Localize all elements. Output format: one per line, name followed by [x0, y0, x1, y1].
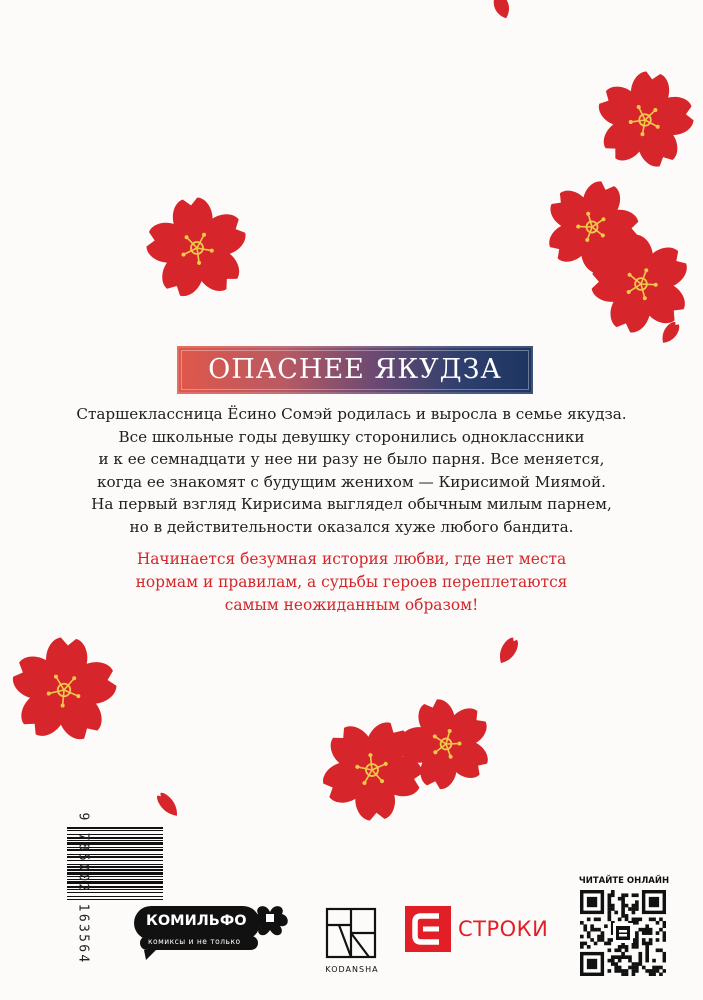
barcode-digits: 9 785002 163564 — [75, 812, 91, 965]
sakura-petal — [152, 789, 184, 821]
stroki-mark-icon — [405, 906, 453, 954]
sakura-flower — [398, 696, 494, 792]
description-line: но в действительности оказался хуже любого бандита. — [129, 517, 574, 536]
description-line: Старшеклассница Ёсино Сомэй родилась и выросла в семье якудза. — [76, 405, 627, 423]
tagline-line: нормам и правилам, а судьбы героев переплетаются — [135, 573, 568, 591]
sakura-petal — [492, 635, 524, 667]
tagline-line: самым неожиданным образом! — [224, 596, 479, 614]
description-line: когда ее знакомят с будущим женихом — Кирисимой Миямой. — [97, 472, 606, 491]
qr-label: ЧИТАЙТЕ ОНЛАЙН — [578, 876, 670, 886]
title-banner — [177, 346, 533, 394]
sakura-petal — [656, 319, 684, 347]
kodansha-mark-icon — [325, 907, 379, 963]
tagline-line: Начинается безумная история любви, где нет места — [136, 550, 567, 568]
kodansha-logo — [325, 907, 379, 979]
description — [60, 403, 643, 539]
speech-tail-icon — [144, 950, 158, 962]
sakura-flower — [594, 69, 696, 171]
description-line: и к ее семнадцати у нее ни разу не было парня. Все меняется, — [98, 450, 605, 469]
stroki-logo — [405, 906, 555, 956]
kodansha-name: KODANSHA — [325, 965, 379, 974]
komilfo-logo — [134, 906, 296, 964]
tagline — [80, 548, 623, 617]
komilfo-tagline: комиксы и не только — [148, 937, 241, 946]
sakura-petal — [488, 0, 516, 21]
book-title: ОПАСНЕЕ ЯКУДЗА — [208, 354, 502, 385]
qr-code — [580, 890, 666, 976]
sakura-flower — [144, 195, 250, 301]
description-line: Все школьные годы девушку сторонились одноклассники — [118, 427, 585, 446]
stroki-name: СТРОКИ — [458, 917, 549, 941]
qr-block — [578, 876, 668, 976]
komilfo-bow-icon — [252, 902, 292, 962]
sakura-flower — [9, 635, 119, 745]
description-line: На первый взгляд Кирисима выглядел обычным милым парнем, — [91, 495, 612, 514]
komilfo-name: КОМИЛЬФО — [146, 913, 247, 929]
